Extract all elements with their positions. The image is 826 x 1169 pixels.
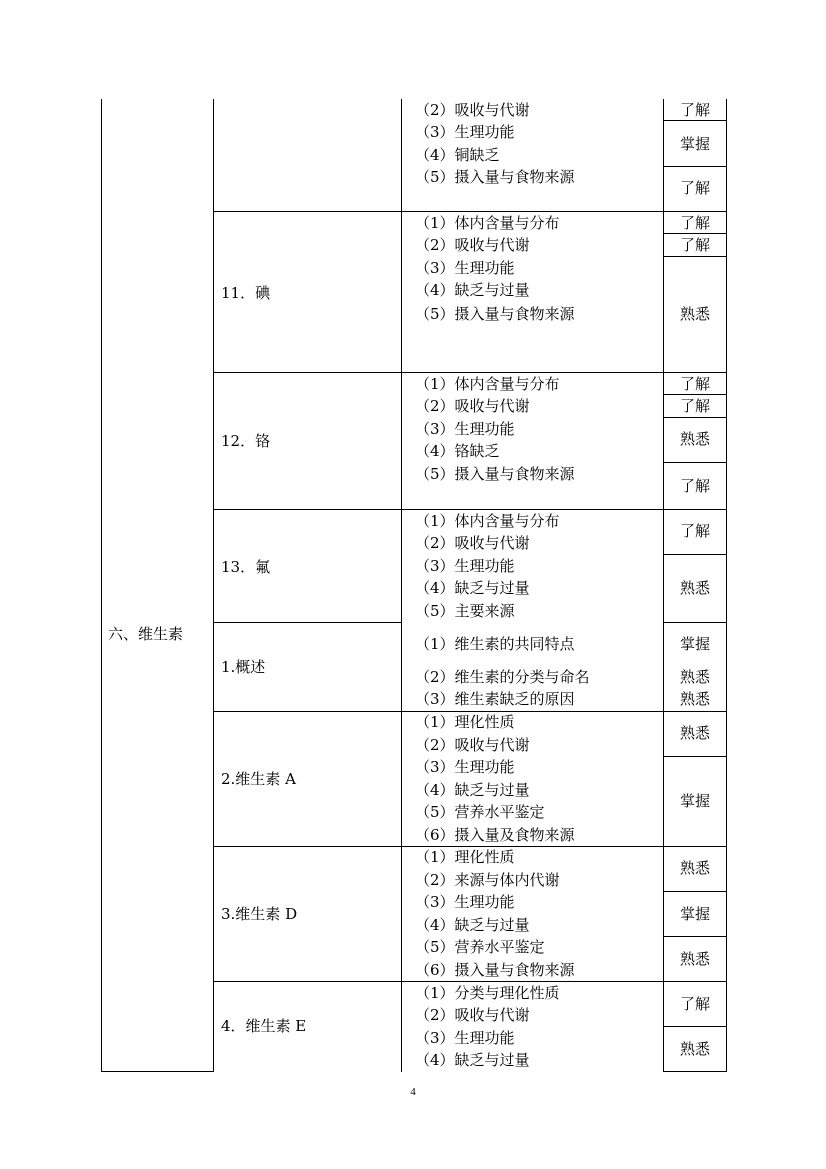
list-item: （1）体内含量与分布	[415, 512, 560, 530]
level-box-separator	[663, 711, 727, 712]
level-label: 掌握	[679, 792, 710, 810]
level-box-separator	[663, 846, 727, 847]
topic-name: 11．碘	[221, 284, 271, 302]
list-item: （4）铜缺乏	[415, 146, 500, 164]
list-item: （4）铬缺乏	[415, 442, 500, 460]
level-label: 了解	[679, 522, 710, 540]
level-box-separator	[663, 233, 727, 234]
list-item: （2）维生素的分类与命名	[415, 668, 590, 686]
list-item: （1）分类与理化性质	[415, 984, 560, 1002]
list-item: （2）来源与体内代谢	[415, 871, 560, 889]
list-item: （2）吸收与代谢	[415, 736, 530, 754]
list-item: （2）吸收与代谢	[415, 236, 530, 254]
level-label: 熟悉	[679, 668, 710, 686]
list-item: （2）吸收与代谢	[415, 1006, 530, 1024]
level-box-separator	[663, 211, 727, 212]
list-item: （5）主要来源	[415, 602, 515, 620]
level-box-separator	[663, 622, 727, 623]
level-label: 熟悉	[679, 690, 710, 708]
level-label: 掌握	[679, 905, 710, 923]
level-box-separator	[663, 554, 727, 555]
list-item: （3）生理功能	[415, 123, 515, 141]
table-border-category-col	[213, 99, 214, 1072]
topic-name: 1.概述	[221, 658, 266, 676]
level-label: 了解	[679, 179, 710, 197]
level-label: 熟悉	[679, 305, 710, 323]
list-item: （5）营养水平鉴定	[415, 938, 545, 956]
level-box-separator	[663, 1071, 727, 1072]
list-item: （1）体内含量与分布	[415, 375, 560, 393]
list-item: （3）生理功能	[415, 893, 515, 911]
table-border-left	[101, 99, 102, 1072]
list-item: （2）吸收与代谢	[415, 101, 530, 119]
level-box-separator	[663, 509, 727, 510]
level-box-separator	[663, 417, 727, 418]
row-separator	[213, 622, 401, 623]
level-label: 熟悉	[679, 579, 710, 597]
level-label: 熟悉	[679, 724, 710, 742]
list-item: （2）吸收与代谢	[415, 534, 530, 552]
level-label: 了解	[679, 477, 710, 495]
list-item: （1）体内含量与分布	[415, 214, 560, 232]
category-label: 六、维生素	[108, 625, 184, 643]
level-label: 了解	[679, 375, 710, 393]
level-box-border-right	[726, 99, 727, 1072]
list-item: （3）生理功能	[415, 259, 515, 277]
list-item: （5）摄入量与食物来源	[415, 168, 575, 186]
row-separator	[213, 372, 663, 373]
list-item: （3）维生素缺乏的原因	[415, 690, 575, 708]
list-item: （5）摄入量与食物来源	[415, 305, 575, 323]
level-box-separator	[663, 1026, 727, 1027]
level-label: 掌握	[679, 135, 710, 153]
level-box-separator	[663, 936, 727, 937]
row-separator	[213, 981, 663, 982]
list-item: （4）缺乏与过量	[415, 281, 530, 299]
list-item: （6）摄入量与食物来源	[415, 961, 575, 979]
level-box-separator	[663, 756, 727, 757]
list-item: （6）摄入量及食物来源	[415, 826, 575, 844]
topic-name: 3.维生素 D	[221, 905, 298, 923]
level-label: 了解	[679, 214, 710, 232]
list-item: （5）营养水平鉴定	[415, 803, 545, 821]
level-box-separator	[663, 462, 727, 463]
row-separator	[213, 211, 663, 212]
level-label: 掌握	[679, 635, 710, 653]
list-item: （1）维生素的共同特点	[415, 635, 575, 653]
level-box-separator	[663, 891, 727, 892]
list-item: （2）吸收与代谢	[415, 397, 530, 415]
list-item: （3）生理功能	[415, 420, 515, 438]
list-item: （4）缺乏与过量	[415, 579, 530, 597]
row-separator	[213, 509, 663, 510]
page-number: 4	[410, 1086, 416, 1098]
level-box-separator	[663, 394, 727, 395]
list-item: （4）缺乏与过量	[415, 1051, 530, 1069]
level-box-separator	[663, 120, 727, 121]
level-box-separator	[663, 372, 727, 373]
level-label: 熟悉	[679, 430, 710, 448]
level-box-separator	[663, 981, 727, 982]
level-label: 了解	[679, 397, 710, 415]
level-label: 了解	[679, 236, 710, 254]
list-item: （1）理化性质	[415, 848, 515, 866]
level-label: 熟悉	[679, 859, 710, 877]
level-label: 熟悉	[679, 1040, 710, 1058]
level-label: 熟悉	[679, 950, 710, 968]
topic-name: 4．维生素 E	[221, 1017, 307, 1035]
row-separator	[101, 1071, 213, 1072]
topic-name: 12．铬	[221, 432, 271, 450]
topic-name: 13．氟	[221, 558, 271, 576]
list-item: （3）生理功能	[415, 557, 515, 575]
level-box-separator	[663, 256, 727, 257]
list-item: （5）摄入量与食物来源	[415, 465, 575, 483]
table-border-topic-col	[401, 99, 402, 1072]
list-item: （4）缺乏与过量	[415, 781, 530, 799]
list-item: （3）生理功能	[415, 1029, 515, 1047]
list-item: （3）生理功能	[415, 758, 515, 776]
level-label: 了解	[679, 995, 710, 1013]
level-box-separator	[663, 166, 727, 167]
topic-name: 2.维生素 A	[221, 770, 296, 788]
list-item: （1）理化性质	[415, 713, 515, 731]
list-item: （4）缺乏与过量	[415, 916, 530, 934]
level-label: 了解	[679, 101, 710, 119]
